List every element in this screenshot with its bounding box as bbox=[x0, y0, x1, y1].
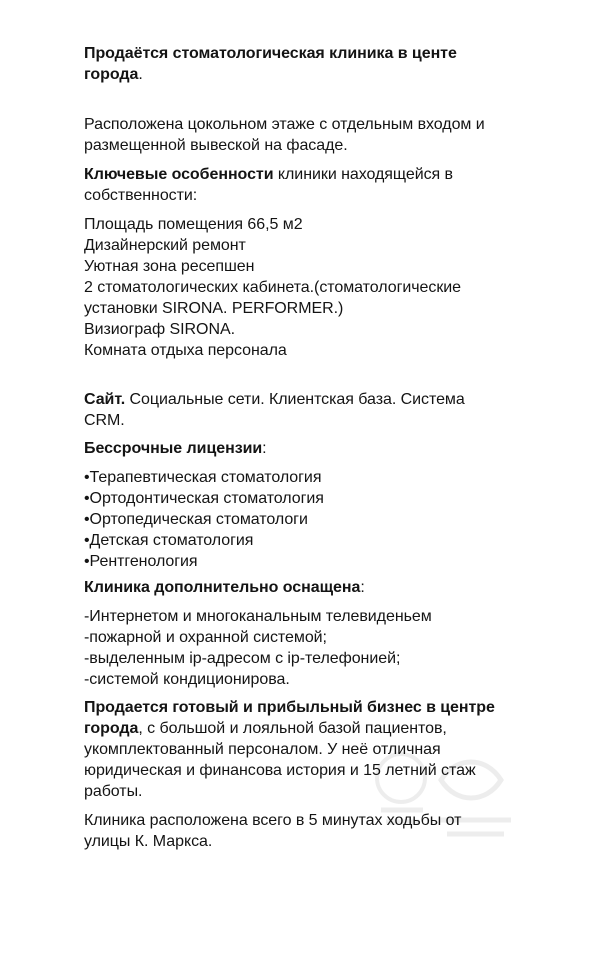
document-title-bold: Продаётся стоматологическая клиника в центе bbox=[84, 45, 457, 62]
features-heading-line-1 bbox=[84, 164, 453, 185]
business-line-2-bold: города bbox=[84, 720, 139, 737]
feature-item: Комната отдыха персонала bbox=[84, 342, 287, 359]
features-heading-bold: Ключевые особенности bbox=[84, 166, 274, 183]
feature-item: Площадь помещения 66,5 м2 bbox=[84, 216, 303, 233]
license-item: •Детская стоматология bbox=[84, 532, 254, 549]
licenses-heading bbox=[84, 438, 267, 459]
license-item: •Рентгенология bbox=[84, 553, 198, 570]
document-title-line-1 bbox=[84, 43, 457, 64]
document-title-line-2 bbox=[84, 64, 143, 85]
business-line: работы. bbox=[84, 783, 143, 800]
feature-item: Визиограф SIRONA. bbox=[84, 321, 235, 338]
business-line: юридическая и финансова история и 15 летний стаж bbox=[84, 762, 476, 779]
equipment-item: -Интернетом и многоканальным телевиденьем bbox=[84, 608, 432, 625]
business-line: укомплектованный персоналом. У неё отличная bbox=[84, 741, 441, 758]
business-line-2 bbox=[84, 718, 447, 739]
licenses-heading-tail: : bbox=[262, 440, 267, 457]
business-line-1 bbox=[84, 697, 495, 718]
document-title-tail: . bbox=[138, 66, 143, 83]
feature-item: Уютная зона ресепшен bbox=[84, 258, 255, 275]
equipment-heading-tail: : bbox=[360, 579, 365, 596]
licenses-heading-bold: Бессрочные лицензии bbox=[84, 440, 263, 457]
site-tail: Социальные сети. Клиентская база. Система bbox=[125, 391, 465, 408]
feature-item: 2 стоматологических кабинета.(стоматологические bbox=[84, 279, 462, 296]
equipment-item: -выделенным ip-адресом с ip-телефонией; bbox=[84, 650, 401, 667]
license-item: •Ортодонтическая стоматология bbox=[84, 490, 324, 507]
equipment-item: -пожарной и охранной системой; bbox=[84, 629, 327, 646]
feature-item: Дизайнерский ремонт bbox=[84, 237, 246, 254]
closing-line-2: улицы К. Маркса. bbox=[84, 833, 213, 850]
equipment-heading-bold: Клиника дополнительно оснащена bbox=[84, 579, 361, 596]
document-title-bold-2: города bbox=[84, 66, 139, 83]
equipment-heading bbox=[84, 577, 365, 598]
features-heading-tail: клиники находящейся в bbox=[273, 166, 453, 183]
location-line-1: Расположена цокольном этаже с отдельным входом и bbox=[84, 116, 485, 133]
equipment-item: -системой кондиционирова. bbox=[84, 671, 290, 688]
feature-item: установки SIRONA. PERFORMER.) bbox=[84, 300, 344, 317]
site-line-2: CRM. bbox=[84, 412, 125, 429]
license-item: •Ортопедическая стоматологи bbox=[84, 511, 308, 528]
closing-line-1: Клиника расположена всего в 5 минутах ходьбы от bbox=[84, 812, 462, 829]
business-line-2-tail: , с большой и лояльной базой пациентов, bbox=[138, 720, 447, 737]
features-heading-line-2: собственности: bbox=[84, 187, 198, 204]
business-line-1-bold: Продается готовый и прибыльный бизнес в центре bbox=[84, 699, 495, 716]
site-line-1 bbox=[84, 389, 465, 410]
location-line-2: размещенной вывеской на фасаде. bbox=[84, 137, 348, 154]
license-item: •Терапевтическая стоматология bbox=[84, 469, 322, 486]
site-bold: Сайт. bbox=[84, 391, 126, 408]
